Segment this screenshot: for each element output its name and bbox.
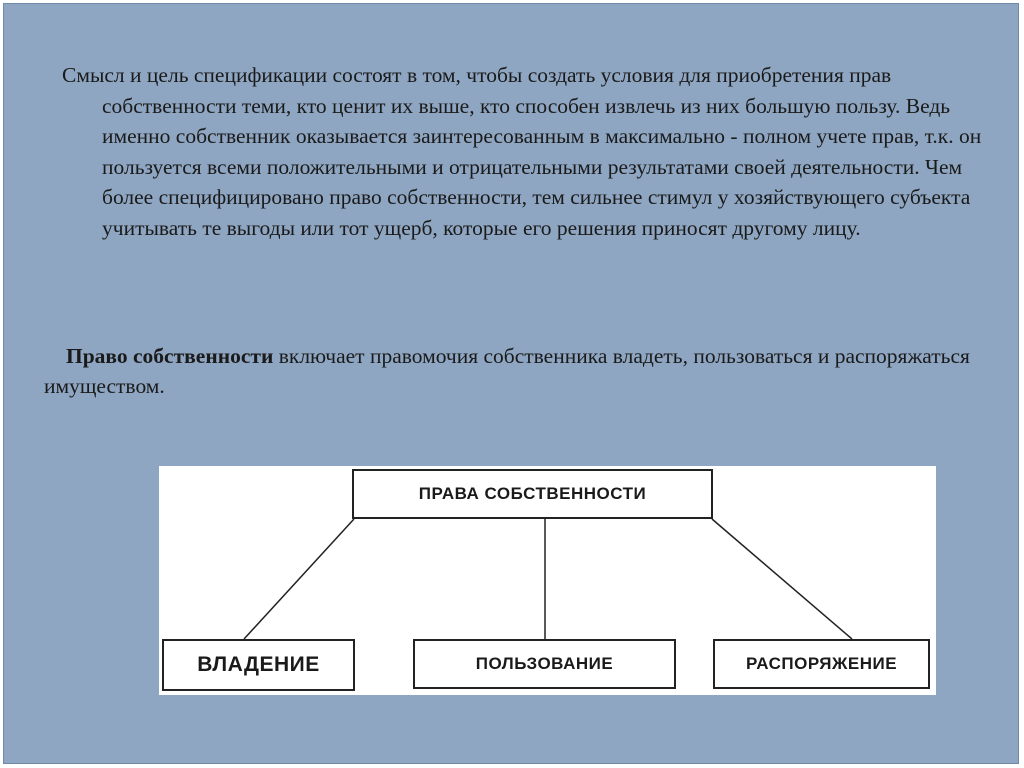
connector-left [244, 519, 354, 639]
property-rights-box: ПРАВА СОБСТВЕННОСТИ [352, 469, 713, 519]
use-box: ПОЛЬЗОВАНИЕ [413, 639, 676, 689]
possession-box: ВЛАДЕНИЕ [162, 639, 355, 691]
property-right-paragraph [44, 341, 1004, 401]
slide [3, 3, 1019, 764]
connector-right [712, 519, 852, 639]
disposal-box: РАСПОРЯЖЕНИЕ [713, 639, 930, 689]
property-right-definition: включает правомочия собственника владеть, пользоваться и распоряжаться имуществом. [44, 344, 970, 398]
property-right-term: Право собственности [66, 344, 274, 368]
specification-paragraph: Смысл и цель спецификации состоят в том, чтобы создать условия для приобретения прав собственности теми, кто ценит их выше, кто способен извлечь из них большую пользу. Ведь именно собственник оказывается заинтересованным в максимально - полном учете прав, т.к. он пользуется всеми положительными и отрицательными результатами своей деятельности. Чем более специфицировано право собственности, тем сильнее стимул у хозяйствующего субъекта учитывать те выгоды или тот ущерб, которые его решения приносят другому лицу. [62, 63, 982, 240]
property-rights-diagram [159, 466, 936, 695]
